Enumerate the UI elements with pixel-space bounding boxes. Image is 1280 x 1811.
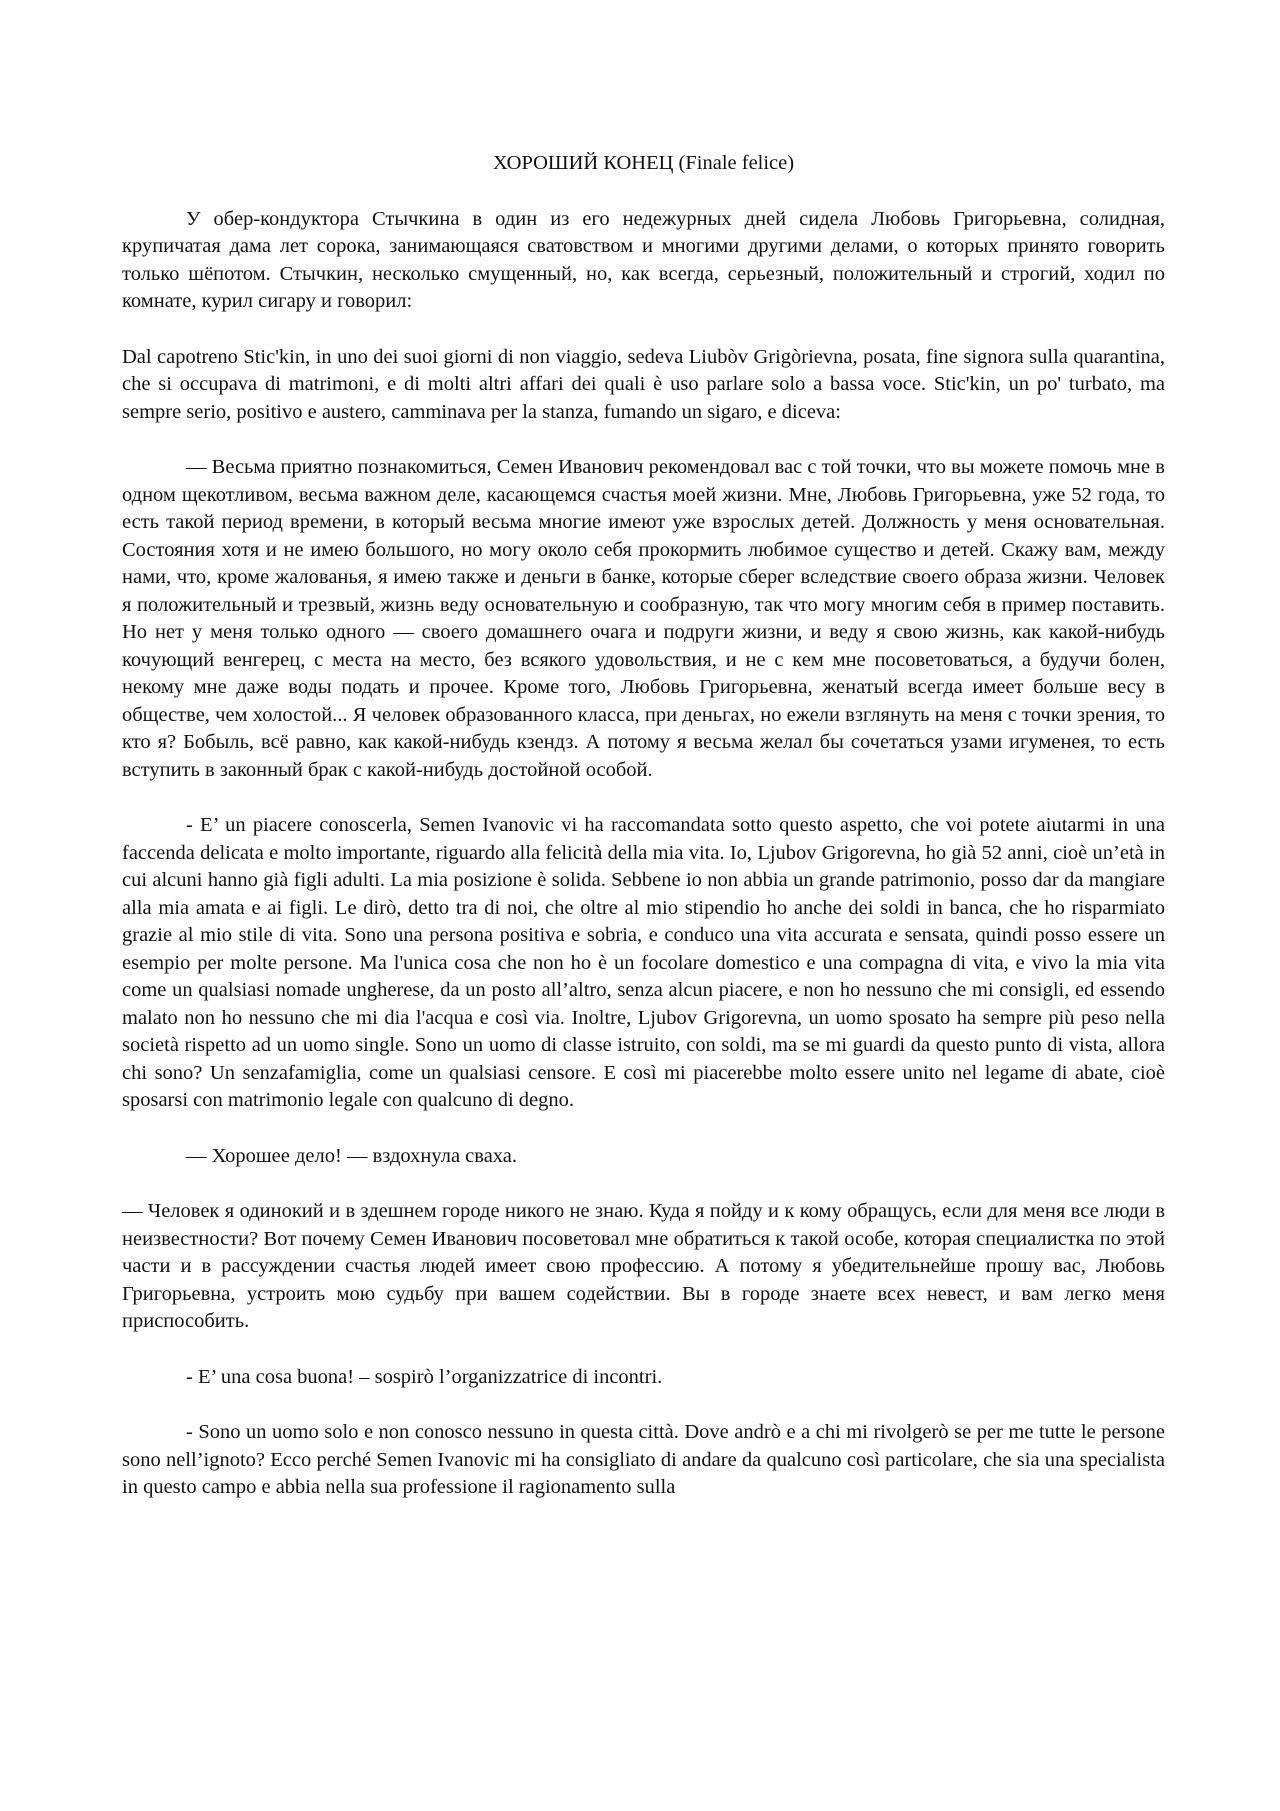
document-page xyxy=(122,150,1165,1502)
paragraph-russian-request: — Человек я одинокий и в здешнем городе никого не знаю. Куда я пойду и к кому обращусь, если для меня все люди в неизвестности? Вот почему Семен Иванович посоветовал мне обратиться к такой особе, которая специалистка по этой части и в рассуждении счастья людей имеет свою профессию. А потому я убедительнейше прошу вас, Любовь Григорьевна, устроить мою судьбу при вашем содействии. Вы в городе знаете всех невест, и вам легко меня приспособить. xyxy=(122,1200,1165,1332)
paragraph-russian-intro: У обер-кондуктора Стычкина в один из его недежурных дней сидела Любовь Григорьевна, солидная, крупичатая дама лет сорока, занимающаяся сватовством и многими другими делами, о которых принято говорить только шёпотом. Стычкин, несколько смущенный, но, как всегда, серьезный, положительный и строгий, ходил по комнате, курил сигару и говорил: xyxy=(122,207,1165,312)
paragraph-italian-monologue: - E’ un piacere conoscerla, Semen Ivanovic vi ha raccomandata sotto questo aspetto, che voi potete aiutarmi in una faccenda delicata e molto importante, riguardo alla felicità della mia vita. Io, Ljubov Grigorevna, ho già 52 anni, cioè un’età in cui alcuni hanno già figli adulti. La mia posizione è solida. Sebbene io non abbia un grande patrimonio, posso dar da mangiare alla mia amata e ai figli. Le dirò, detto tra di noi, che oltre al mio stipendio ho anche dei soldi in banca, che ho risparmiato grazie al mio stile di vita. Sono una persona positiva e sobria, e conduco una vita accurata e sensata, quindi posso essere un esempio per molte persone. Ma l'unica cosa che non ho è un focolare domestico e una compagna di vita, e vivo la mia vita come un qualsiasi nomade ungherese, da un posto all’altro, senza alcun piacere, e non ho nessuno che mi consigli, ed essendo malato non ho nessuno che mi dia l'acqua e così via. Inoltre, Ljubov Grigorevna, un uomo sposato ha sempre più peso nella società rispetto ad un uomo single. Sono un uomo di classe istruito, con soldi, ma se mi guardi da questo punto di vista, allora chi sono? Un senzafamiglia, come un qualsiasi censore. E così mi piacerebbe molto essere unito nel legame di abate, cioè sposarsi con matrimonio legale con qualcuno di degno. xyxy=(122,814,1165,1111)
paragraph-russian-monologue: — Весьма приятно познакомиться, Семен Иванович рекомендовал вас с той точки, что вы можете помочь мне в одном щекотливом, весьма важном деле, касающемся счастья моей жизни. Мне, Любовь Григорьевна, уже 52 года, то есть такой период времени, в который весьма многие имеют уже взрослых детей. Должность у меня основательная. Состояния хотя и не имею большого, но могу около себя прокормить любимое существо и детей. Скажу вам, между нами, что, кроме жалованья, я имею также и деньги в банке, которые сберег вследствие своего образа жизни. Человек я положительный и трезвый, жизнь веду основательную и сообразную, так что могу многим себя в пример поставить. Но нет у меня только одного — своего домашнего очага и подруги жизни, и веду я свою жизнь, как какой-нибудь кочующий венгерец, с места на место, без всякого удовольствия, и не с кем мне посоветоваться, а будучи болен, некому мне даже воды подать и прочее. Кроме того, Любовь Григорьевна, женатый всегда имеет больше весу в обществе, чем холостой... Я человек образованного класса, при деньгах, но ежели взглянуть на меня с точки зрения, то кто я? Бобыль, всё равно, как какой-нибудь кзендз. А потому я весьма желал бы сочетаться узами игуменея, то есть вступить в законный брак с какой-нибудь достойной особой. xyxy=(122,456,1165,781)
paragraph-italian-sigh: - E’ una cosa buona! – sospirò l’organizzatrice di incontri. xyxy=(186,1365,663,1388)
paragraph-russian-sigh: — Хорошее дело! — вздохнула сваха. xyxy=(186,1144,517,1167)
paragraph-italian-intro: Dal capotreno Stic'kin, in uno dei suoi giorni di non viaggio, sedeva Liubòv Grigòrievna, posata, fine signora sulla quarantina, che si occupava di matrimoni, e di molti altri affari dei quali è uso parlare solo a bassa voce. Stic'kin, un po' turbato, ma sempre serio, positivo e austero, camminava per la stanza, fumando un sigaro, e diceva: xyxy=(122,345,1165,423)
paragraph-italian-request: - Sono un uomo solo e non conosco nessuno in questa città. Dove andrò e a chi mi rivolgerò se per me tutte le persone sono nell’ignoto? Ecco perché Semen Ivanovic mi ha consigliato di andare da qualcuno così particolare, che sia una specialista in questo campo e abbia nella sua professione il ragionamento sulla xyxy=(122,1421,1165,1498)
document-title: ХОРОШИЙ КОНЕЦ (Finale felice) xyxy=(492,152,795,174)
